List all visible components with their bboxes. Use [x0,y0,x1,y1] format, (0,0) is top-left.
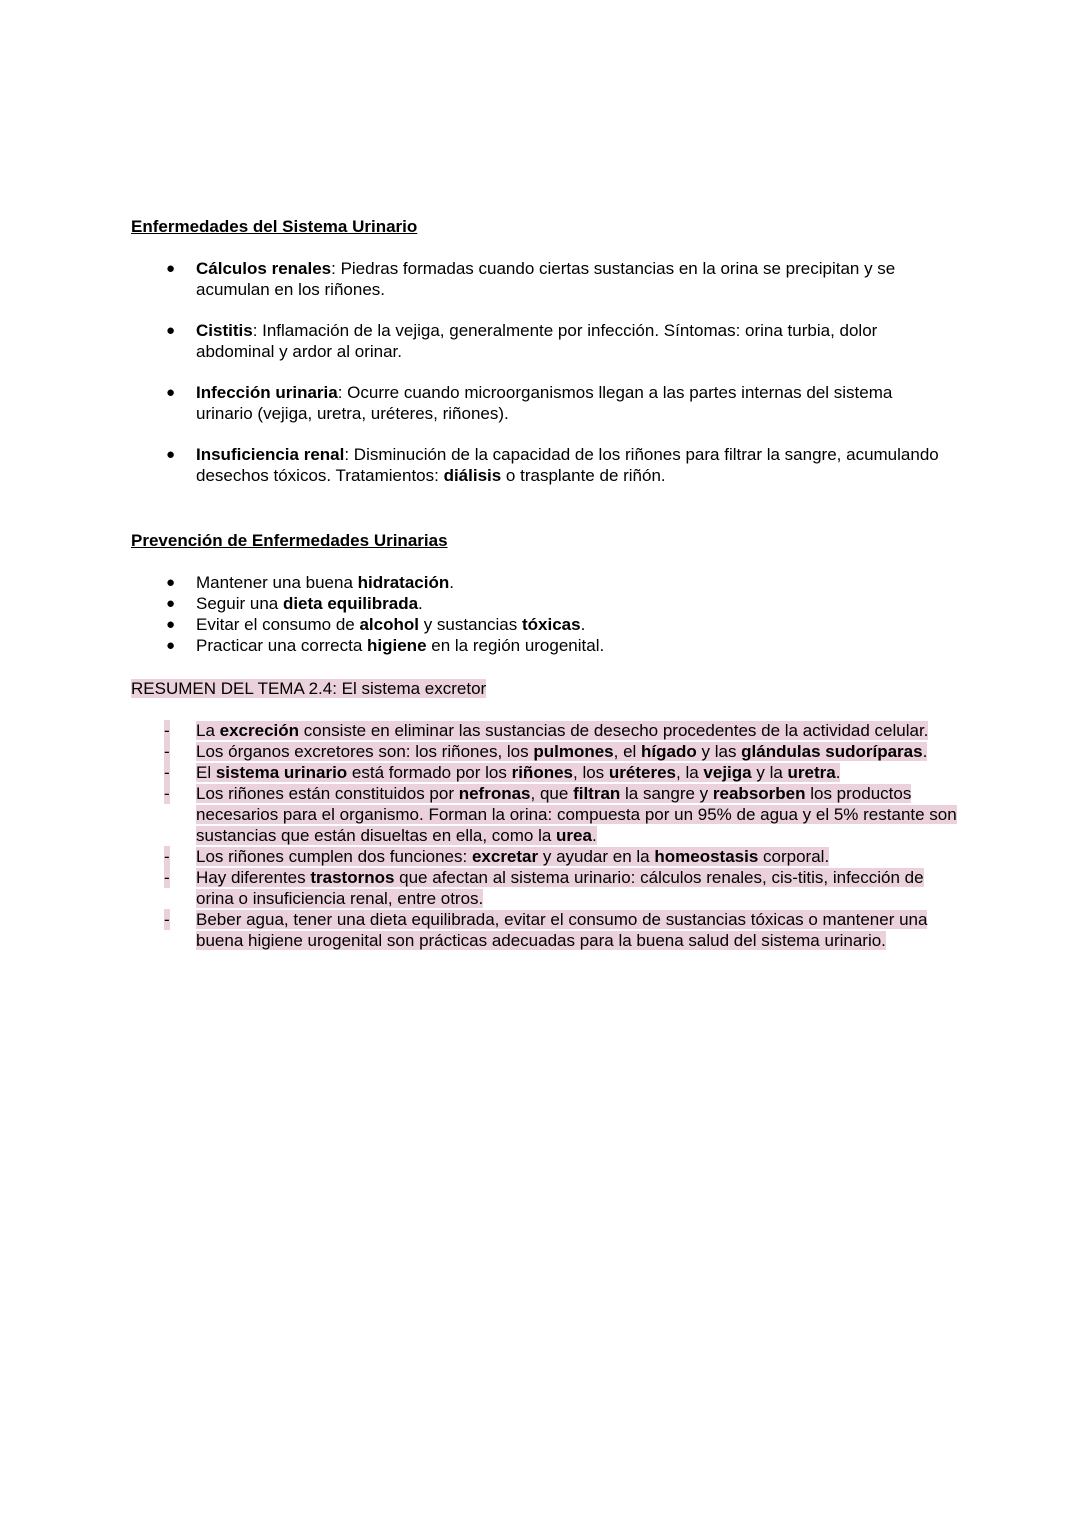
emphasis: homeostasis [654,847,759,866]
emphasis: dieta equilibrada [282,594,419,613]
definition: : Inflamación de la vejiga, generalmente por infección. Síntomas: orina turbia, dolor abdominal y ardor al orinar. [196,321,878,361]
text: y sustancias [418,615,522,634]
term: Insuficiencia renal [196,445,345,464]
text: . [835,763,841,782]
enfermedades-list [131,258,951,506]
prevencion-list [131,572,951,656]
text: en la región urogenital. [426,636,605,655]
summary-item [131,720,961,741]
bullet-icon: ● [166,595,176,612]
emphasis: alcohol [359,615,419,634]
text: que afectan al sistema urinario: cálculos renales, cis-titis, infección de orina o insuficiencia renal, entre otros. [196,868,924,908]
summary-title [131,678,486,699]
text: Los órganos excretores son: los riñones, los [196,742,534,761]
emphasis: excretar [471,847,539,866]
emphasis: uréteres [608,763,677,782]
text: Practicar una correcta [196,636,368,655]
dash-marker: - [164,784,170,803]
summary-item [131,867,961,909]
list-item [131,258,951,300]
text: Los riñones están constituidos por [196,784,459,803]
emphasis: vejiga [703,763,752,782]
emphasis: trastornos [310,868,395,887]
emphasis: filtran [573,784,621,803]
emphasis: pulmones [533,742,614,761]
text: , la [676,763,704,782]
summary-item [131,741,961,762]
bullet-icon: ● [166,616,176,633]
text: . [922,742,928,761]
list-item [131,382,951,424]
text: los productos necesarios para el organismo. Forman la orina: compuesta por un 95% de agua y el 5% restante son sustancias que están disueltas en ella, como la [196,784,957,845]
dash-marker: - [164,763,170,782]
text: , los [573,763,609,782]
section-title-prevencion: Prevención de Enfermedades Urinarias [131,531,448,550]
dash-marker: - [164,847,170,866]
text: está formado por los [347,763,512,782]
emphasis: urea [556,826,592,845]
bullet-icon: ● [166,384,176,401]
summary-item [131,846,961,867]
emphasis: nefronas [458,784,531,803]
dash-marker: - [164,742,170,761]
emphasis: riñones [511,763,573,782]
list-item [131,593,951,614]
text: , que [530,784,574,803]
text: , el [613,742,642,761]
text: . [449,573,454,592]
text: El [196,763,216,782]
text: Mantener una buena [196,573,358,592]
bullet-icon: ● [166,322,176,339]
text: Hay diferentes [196,868,311,887]
list-item [131,444,951,486]
text: La [196,721,220,740]
emphasis: hígado [641,742,697,761]
term: Infección urinaria [196,383,338,402]
bullet-icon: ● [166,446,176,463]
text: la sangre y [620,784,713,803]
definition: : Ocurre cuando microorganismos llegan a las partes internas del sistema urinario (vejiga, uretra, uréteres, riñones). [196,383,893,423]
text: Evitar el consumo de [196,615,360,634]
dash-marker: - [164,910,170,929]
text: Seguir una [196,594,283,613]
bullet-icon: ● [166,260,176,277]
list-item [131,320,951,362]
dash-marker: - [164,868,170,887]
list-item [131,572,951,593]
emphasis: hidratación [357,573,450,592]
text: consiste en eliminar las sustancias de desecho procedentes de la actividad celular. [299,721,929,740]
text: y las [696,742,742,761]
list-item [131,614,951,635]
text: y ayudar en la [538,847,655,866]
summary-list [131,720,961,951]
text: Beber agua, tener una dieta equilibrada, evitar el consumo de sustancias tóxicas o mantener una buena higiene urogenital son prácticas adecuadas para la buena salud del sistema urinario. [196,910,928,950]
emphasis: diálisis [443,466,502,485]
emphasis: uretra [787,763,836,782]
summary-item [131,783,961,846]
definition-end: o trasplante de riñón. [501,466,666,485]
emphasis: sistema urinario [215,763,348,782]
definition: : Disminución de la capacidad de los riñones para filtrar la sangre, acumulando desechos tóxicos. Tratamientos: [196,445,939,485]
text: . [580,615,586,634]
term: Cistitis [196,321,253,340]
text: . [418,594,423,613]
list-item [131,635,951,656]
emphasis: reabsorben [712,784,806,803]
bullet-icon: ● [166,637,176,654]
emphasis: glándulas sudoríparas [741,742,923,761]
summary-item [131,909,961,951]
bullet-icon: ● [166,574,176,591]
section-title-enfermedades: Enfermedades del Sistema Urinario [131,217,418,236]
emphasis: excreción [219,721,300,740]
text: Los riñones cumplen dos funciones: [196,847,472,866]
emphasis: higiene [367,636,427,655]
term: Cálculos renales [196,259,332,278]
definition: : Piedras formadas cuando ciertas sustancias en la orina se precipitan y se acumulan en los riñones. [196,259,896,299]
emphasis: tóxicas [521,615,581,634]
text: corporal. [758,847,830,866]
summary-item [131,762,961,783]
text: . [591,826,597,845]
summary-title-text: RESUMEN DEL TEMA 2.4: El sistema excretor [131,679,487,698]
text: y la [751,763,788,782]
dash-marker: - [164,721,170,740]
